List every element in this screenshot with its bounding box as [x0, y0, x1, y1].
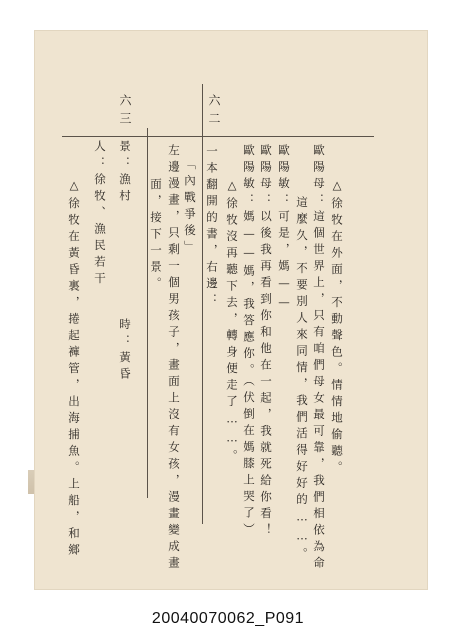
script-line: 「內戰爭後」	[183, 158, 197, 257]
script-line: 歐陽母：這個世界上，只有咱們母女最可靠，我們相依為命	[312, 144, 326, 573]
script-line: △徐牧在黃昏裏，捲起褲管，出海捕魚。上船，和鄉	[67, 178, 81, 560]
scene-time: 時：黃昏	[118, 318, 132, 384]
scene-rule-63	[147, 128, 148, 498]
binding-mark	[28, 470, 34, 494]
scene-location: 景：漁村	[118, 140, 132, 206]
scene-number-63: 六三	[118, 94, 132, 130]
script-line: 一本翻開的書，右邊：	[205, 145, 219, 310]
script-line: 左邊漫畫，只剩一個男孩子，畫面上沒有女孩，漫畫變成畫	[167, 144, 181, 573]
scene-rule-62	[202, 84, 203, 524]
top-rule	[62, 136, 374, 137]
scene-number-62: 六二	[207, 94, 221, 130]
script-line: 歐陽敏：可是，媽——	[277, 144, 291, 314]
scene-characters: 人：徐牧、漁民若干	[93, 140, 107, 289]
script-line: △徐牧沒再聽下去，轉身便走了……。	[225, 178, 239, 466]
script-line: 歐陽敏：媽——媽，我答應你。（伏倒在媽膝上哭了）	[242, 144, 256, 540]
image-caption: 20040070062_P091	[151, 610, 305, 627]
script-line: △徐牧在外面，不動聲色。情情地偷聽。	[330, 178, 344, 478]
script-line: 面，接下一景。	[149, 178, 163, 294]
script-line: 這麼久，不要別人來同情，我們活得好好的……。	[295, 196, 309, 564]
script-line: 歐陽母：以後我再看到你和他在一起，我就死給你看！	[259, 144, 273, 540]
